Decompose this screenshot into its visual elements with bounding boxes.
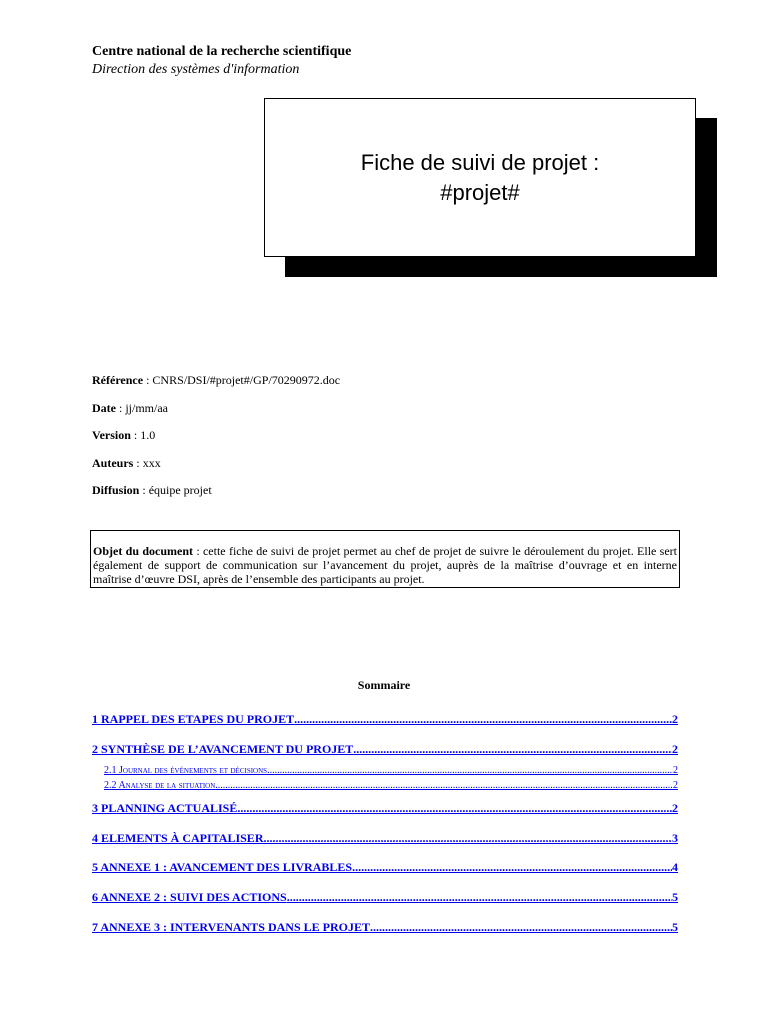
document-purpose-label: Objet du document [93, 544, 193, 558]
toc-item-annexe-livrables[interactable]: 5 ANNEXE 1 : AVANCEMENT DES LIVRABLES ..... 4 [92, 860, 678, 875]
department-name: Direction des systèmes d'information [92, 62, 300, 77]
toc-item-rappel-etapes[interactable]: 1 RAPPEL DES ETAPES DU PROJET ..... 2 [92, 712, 678, 727]
document-title-box [264, 98, 696, 257]
toc-item-planning-actualise[interactable]: 3 PLANNING ACTUALISÉ ..... 2 [92, 801, 678, 816]
meta-diffusion: Diffusion : équipe projet [92, 483, 212, 497]
toc-item-analyse-situation[interactable]: 2.2 Analyse de la situation ..... 2 [104, 780, 678, 791]
toc-item-annexe-actions[interactable]: 6 ANNEXE 2 : SUIVI DES ACTIONS ..... 5 [92, 890, 678, 905]
document-title-line1: Fiche de suivi de projet : [360, 149, 600, 175]
organization-name: Centre national de la recherche scientifique [92, 44, 352, 59]
toc-item-journal-evenements[interactable]: 2.1 Journal des événements et décisions ..... 2 [104, 765, 678, 776]
toc-title: Sommaire [357, 678, 411, 692]
meta-authors-value: xxx [142, 455, 161, 470]
toc-item-annexe-intervenants[interactable]: 7 ANNEXE 3 : INTERVENANTS DANS LE PROJET ..... 5 [92, 920, 678, 935]
meta-diffusion-value: équipe projet [148, 483, 212, 497]
toc-item-synthese-avancement[interactable]: 2 SYNTHÈSE DE L’AVANCEMENT DU PROJET ..... 2 [92, 742, 678, 757]
meta-date: Date : jj/mm/aa [92, 400, 168, 415]
document-metadata [92, 372, 340, 510]
meta-reference: Référence : CNRS/DSI/#projet#/GP/70290972.doc [92, 373, 341, 387]
meta-version: Version : 1.0 [92, 428, 156, 442]
meta-reference-value: CNRS/DSI/#projet#/GP/70290972.doc [152, 373, 341, 387]
meta-version-value: 1.0 [140, 428, 156, 442]
document-purpose-text: : cette fiche de suivi de projet permet au chef de projet de suivre le déroulement du projet. Elle sert également de support de communication sur l’avancement du projet, auprès de la maîtrise d’ouvrage et en interne maîtrise d’œuvre DSI, après de l’ensemble des participants au projet. [93, 544, 678, 586]
meta-date-value: jj/mm/aa [125, 400, 168, 415]
meta-authors: Auteurs : xxx [92, 455, 161, 470]
organization-header [92, 43, 351, 79]
toc-item-elements-capitaliser[interactable]: 4 ELEMENTS À CAPITALISER ..... 3 [92, 831, 678, 846]
document-purpose-box [90, 530, 680, 588]
document-title-line2: #projet# [440, 179, 520, 205]
